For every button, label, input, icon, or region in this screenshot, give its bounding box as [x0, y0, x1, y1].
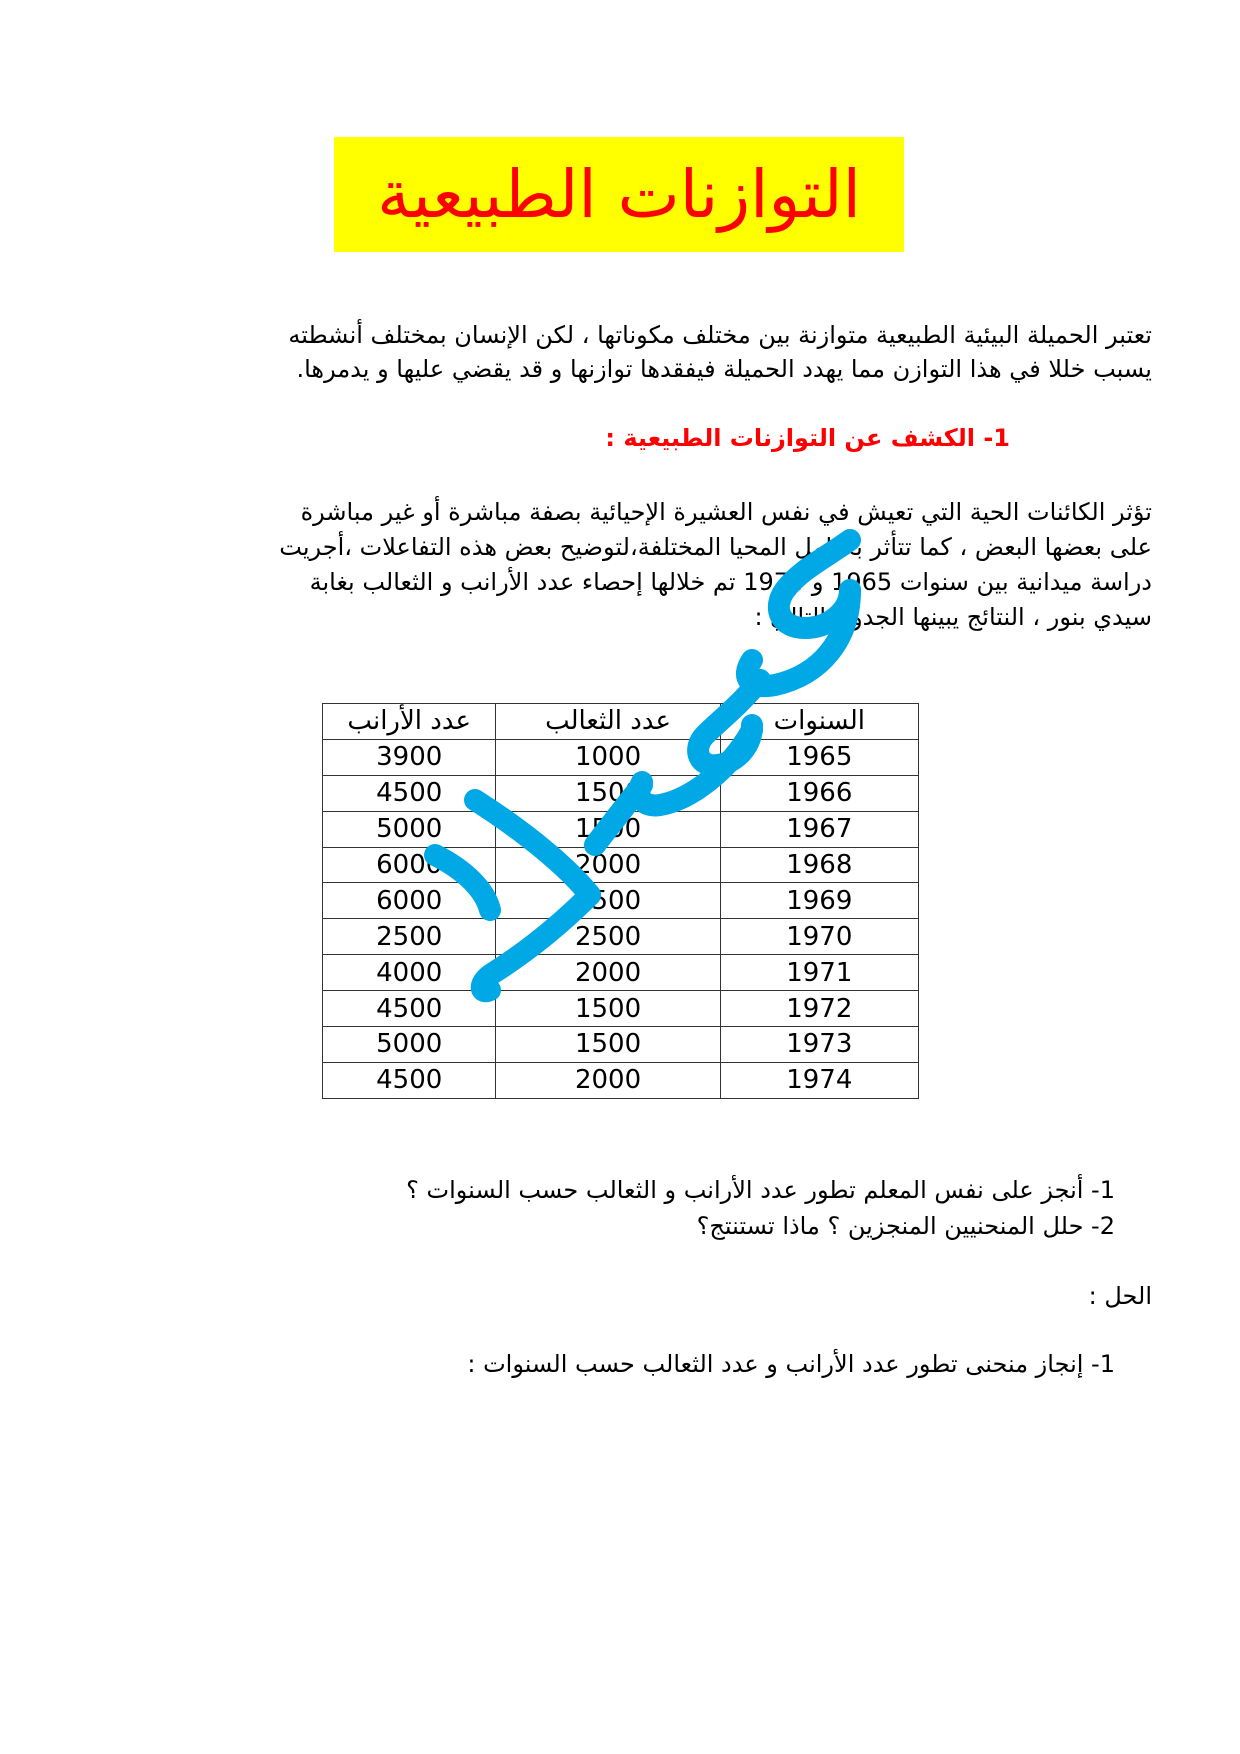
table-header-row [323, 704, 919, 740]
cell-year: 1970 [720, 919, 918, 955]
header-rabbits: عدد الأرانب [323, 704, 496, 740]
cell-rabbits: 5000 [323, 811, 496, 847]
table-row [323, 1027, 919, 1063]
cell-foxes: 2500 [496, 919, 720, 955]
question-item: 2- حلل المنحنيين المنجزين ؟ ماذا تستنتج؟ [696, 1212, 1115, 1240]
cell-rabbits: 4000 [323, 955, 496, 991]
cell-year: 1966 [720, 775, 918, 811]
cell-rabbits: 6000 [323, 883, 496, 919]
cell-rabbits: 4500 [323, 991, 496, 1027]
cell-rabbits: 6000 [323, 847, 496, 883]
solution-label: الحل : [1088, 1282, 1152, 1310]
question-item: 1- أنجز على نفس المعلم تطور عدد الأرانب و الثعالب حسب السنوات ؟ [406, 1176, 1115, 1204]
table-row [323, 775, 919, 811]
table-row [323, 991, 919, 1027]
intro-paragraph [92, 318, 1152, 386]
cell-foxes: 1000 [496, 739, 720, 775]
table-row [323, 919, 919, 955]
cell-year: 1971 [720, 955, 918, 991]
cell-foxes: 2500 [496, 883, 720, 919]
cell-rabbits: 5000 [323, 1027, 496, 1063]
table-row [323, 955, 919, 991]
header-years: السنوات [720, 704, 918, 740]
cell-year: 1967 [720, 811, 918, 847]
study-line: تؤثر الكائنات الحية التي تعيش في نفس العشيرة الإحيائية بصفة مباشرة أو غير مباشرة [300, 498, 1152, 526]
cell-foxes: 1500 [496, 811, 720, 847]
cell-year: 1968 [720, 847, 918, 883]
cell-year: 1972 [720, 991, 918, 1027]
cell-foxes: 2000 [496, 1062, 720, 1098]
cell-rabbits: 4500 [323, 1062, 496, 1098]
table-row [323, 739, 919, 775]
intro-line: تعتبر الحميلة البيئية الطبيعية متوازنة بين مختلف مكوناتها ، لكن الإنسان بمختلف أنشطته [288, 321, 1152, 349]
questions-list [406, 1172, 1115, 1244]
study-line: على بعضها البعض ، كما تتأثر بعوامل المحيا المختلفة،لتوضيح بعض هذه التفاعلات ،أجريت [279, 533, 1152, 561]
study-line: دراسة ميدانية بين سنوات 1965 و 1974 تم خلالها إحصاء عدد الأرانب و الثعالب بغابة [309, 568, 1152, 596]
cell-foxes: 2000 [496, 955, 720, 991]
study-paragraph [92, 495, 1152, 635]
table-row [323, 1062, 919, 1098]
title-banner [334, 137, 904, 252]
cell-year: 1969 [720, 883, 918, 919]
population-table [322, 703, 919, 1099]
study-line: سيدي بنور ، النتائج يبينها الجدول التالي : [754, 603, 1152, 631]
cell-rabbits: 3900 [323, 739, 496, 775]
table-row [323, 811, 919, 847]
header-foxes: عدد الثعالب [496, 704, 720, 740]
page-title: التوازنات الطبيعية [377, 155, 861, 233]
cell-foxes: 1500 [496, 775, 720, 811]
cell-foxes: 1500 [496, 1027, 720, 1063]
cell-foxes: 2000 [496, 847, 720, 883]
intro-line: يسبب خللا في هذا التوازن مما يهدد الحميلة فيفقدها توازنها و قد يقضي عليها و يدمرها. [296, 355, 1152, 383]
solution-step: 1- إنجاز منحنى تطور عدد الأرانب و عدد الثعالب حسب السنوات : [467, 1350, 1115, 1378]
table-row [323, 883, 919, 919]
population-table-wrapper [322, 703, 919, 1099]
table-row [323, 847, 919, 883]
cell-rabbits: 4500 [323, 775, 496, 811]
cell-year: 1965 [720, 739, 918, 775]
cell-year: 1973 [720, 1027, 918, 1063]
section-heading: 1- الكشف عن التوازنات الطبيعية : [605, 424, 1010, 452]
cell-year: 1974 [720, 1062, 918, 1098]
cell-foxes: 1500 [496, 991, 720, 1027]
cell-rabbits: 2500 [323, 919, 496, 955]
